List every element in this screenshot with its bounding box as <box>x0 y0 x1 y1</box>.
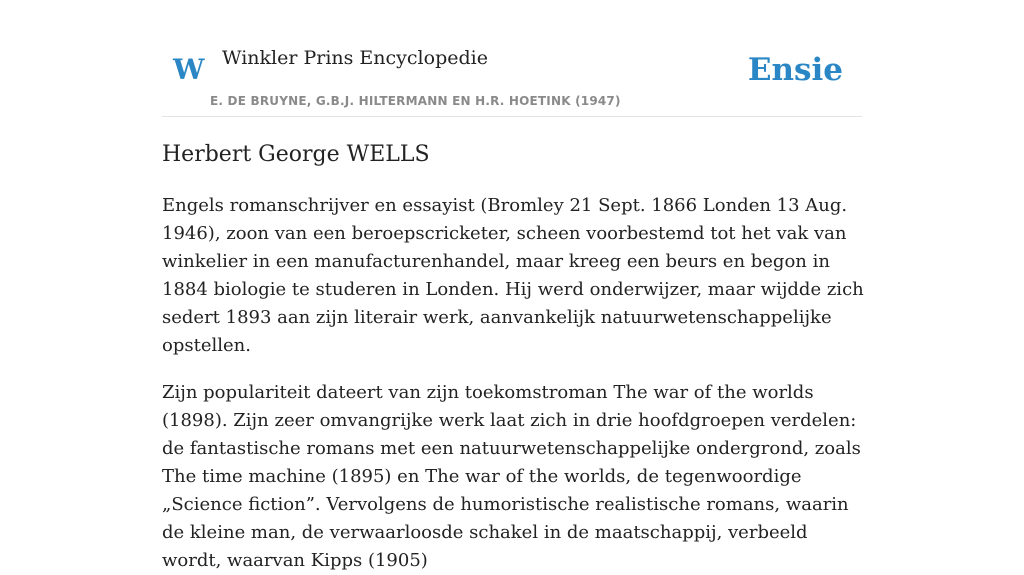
article-paragraph-1: Engels romanschrijver en essayist (Bromley 21 Sept. 1866 Londen 13 Aug. 1946), zoon van een beroepscricketer, scheen voorbestemd tot het vak van winkelier in een manufacturenhandel, maar kreeg een beurs en begon in 1884 biologie te studeren in Londen. Hij werd onderwijzer, maar wijdde zich sedert 1893 aan zijn literair werk, aanvankelijk natuurwetenschappelijke opstellen. <box>162 195 864 356</box>
brand-logo-link[interactable]: Ensie <box>747 52 843 88</box>
source-header <box>162 0 862 117</box>
source-title-link[interactable]: Winkler Prins Encyclopedie <box>222 47 488 69</box>
article-paragraph-2: Zijn populariteit dateert van zijn toekomstroman The war of the worlds (1898). Zijn zeer omvangrijke werk laat zich in drie hoofdgroepen verdelen: de fantastische romans met een natuurwetenschappelijke ondergrond, zoals The time machine (1895) en The war of the worlds, de tegenwoordige „Science fiction”. Vervolgens de humoristische realistische romans, waarin de kleine man, de verwaarloosde schakel in de maatschappij, verbeeld wordt, waarvan Kipps (1905) <box>162 382 861 571</box>
source-authors: E. DE BRUYNE, G.B.J. HILTERMANN EN H.R. HOETINK (1947) <box>210 94 621 108</box>
article <box>162 138 864 575</box>
source-logo-icon[interactable]: W <box>173 53 205 86</box>
entry-title: Herbert George WELLS <box>162 142 430 167</box>
